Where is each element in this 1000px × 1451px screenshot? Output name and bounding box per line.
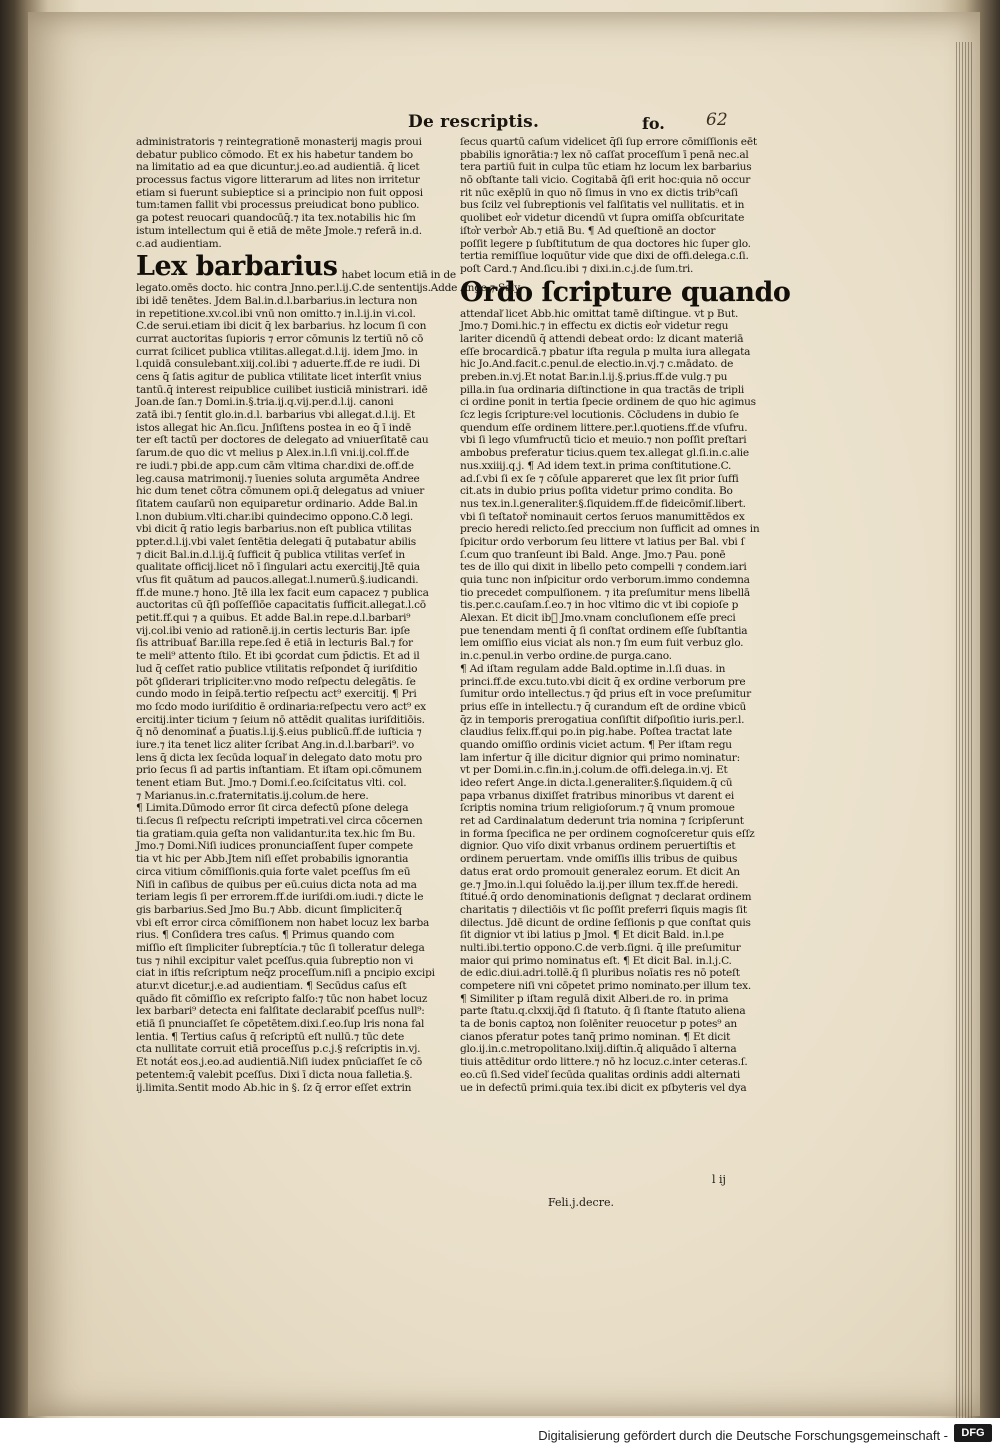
text-line: qualitate officij.licet nō ī ſingulari actu exercitij.Jtē quia [136,561,420,574]
text-line: Jmo.⁊ Domi.hic.⁊ in effectu ex dictis eo͛r videtur regu [460,320,729,333]
text-line: atur.vt dicetur.j.e.ad audientiam. ¶ Secūdus caſus eſt [136,980,407,992]
running-title: De rescriptis. [408,112,540,132]
text-line: in repetitione.xv.col.ibi vnū non omitto.⁊ in.l.ij.in vi.col. [136,307,416,320]
text-line: tera partiū fuit in culpa tūc etiam hz locum lex barbarius [460,161,752,174]
text-line: cta nullitate corruit etiā proceſſus p.c.j.§ reſcriptis in.vj. [136,1043,421,1056]
text-line: prius eſſe in intellectu.⁊ q̄ curandum eſt de ordine vbicū [460,700,747,713]
text-line: eo.cū ſi.Sed videľ ſecūda qualitas ordinis addi alternati [460,1068,741,1081]
text-line: ciat in iſtis reſcriptum neq̄z proceſſum.niſi a pncipio excipi [136,967,435,980]
text-line: istos allegat hic An.ſicu. Jnſiſtens postea in eo q̄ ī indē [136,421,412,434]
text-line: ordinem peruertam. vnde omiſſis illis tribus de quibus [460,853,738,866]
text-line: ſtitué.q̄ ordo denominationis deſignat ⁊ declarat ordinem [460,891,752,904]
text-line: lentia. ¶ Tertius caſus q̄ reſcriptū eſt nullū.⁊ tūc dete [136,1030,404,1043]
text-line: currat auctoritas ſupioris ⁊ error cōmunis lz tertiū nō cō [136,332,424,345]
text-line: lud q̄ ceſſet ratio publice vtilitatis reſpondet q̄ iuriſditio [136,662,418,675]
text-line: ſumitur ordo intellectus.⁊ q̄d prius eſt in voce preſumitur [460,688,751,701]
text-line: ij.limita.Sentit modo Ab.hic in §. ſz q̄ error eſſet extrin [136,1081,412,1094]
section-heading-ordo-scripture [460,276,791,308]
text-line: Et notát eos.j.eo.ad audientiā.Niſi iudex pnūciaſſet ſe cō [136,1056,422,1069]
text-line: poſt Card.⁊ And.ſicu.ibi ⁊ dixi.in.c.j.de ſum.tri. [460,262,694,275]
text-line: dilectus. Jdē dicunt de ordine ſeſſionis p que conſtat quis [460,916,751,929]
text-line: ¶ Similiter p iſtam regulā dixit Alberi.de ro. in prima [460,992,729,1005]
text-line: vſus fit quātum ad paucos.allegat.l.numerū.§.iudicandi. [136,574,419,586]
text-line: in.c.penul.in verbo ordine.de purga.cano. [460,650,672,663]
text-line: ret ad Cardinalatum dederunt tria nomina ⁊ ſcripſerunt [460,815,744,828]
text-line: ta de bonis captoꝝ non ſolēniter reuocetur p potes⁹ an [460,1018,737,1031]
text-line: lex barbari⁹ detecta eni falſitate declarabiť pceſſus null⁹: [136,1005,425,1018]
text-line: etiā ſi pnunciaſſet ſe cōpetētem.dixi.ſ.eo.ſup lris nona fal [136,1018,425,1031]
right-column [460,136,791,1094]
text-line: Alexan. Et dicit ib᷑ Jmo.vnam concluſionem eſſe preci [460,612,736,625]
text-line: cens q̄ ſatis agitur de publica vtilitate licet interſit vnius [136,371,422,383]
text-line: pōt ꝯſiderari tripliciter.vno modo reſpectu delegātis. ſe [136,675,416,688]
text-line: miſſio eſt ſimpliciter ſubreptícia.⁊ tūc ſi tolleratur delega [136,941,425,954]
text-line: ad.ſ.vbi ſi ex ſe ⁊ cōſule appareret que lex ſit prior ſuffi [460,472,739,485]
text-line: parte ſtatu.q.clxxij.q̄d ſi ſtatuto. q̄ ſi ſtante ſtatuto aliena [460,1005,746,1018]
text-line: te meli⁹ attento ſtilo. Et ibi ꝯcordat cum p̄dictis. Et ad il [136,650,420,663]
text-line: eſſe brocardicā.⁊ pbatur iſta regula p multa iura allegata [460,345,751,358]
text-line: currat ſcilicet publica vtilitas.allegat.d.l.ij. idem Jmo. in [136,345,418,358]
text-line: etiam si fuerunt subieptice si a principio non fuit opposi [136,186,423,199]
text-line: circa vitium cōmiſſionis.quia forte valet pceſſus ſm eū [136,865,411,878]
text-line: istum intellectum qui ē etiā de mēte Jmole.⁊ referā in.d. [136,224,422,237]
text-line: rit nūc exēplū in quo nō ſimus in vno ex dictis trib⁹caſi [460,186,738,199]
text-line: precio heredi relicto.ſed preccium non ſufficit ad omnes in [460,523,760,536]
text-line: processus factus vigore litterarum ad lites non irritetur [136,174,420,187]
text-line: pilla.in ſua ordinaria diſtinctione in qua tractās de tripli [460,383,744,396]
text-line: maior qui primo nominatus eſt. ¶ Et dicit Bal. in.l.j.C. [460,954,732,967]
left-column [136,136,522,1094]
text-line: bus ſcilz vel ſubreptionis vel falſitatis vel nullitatis. et in [460,199,745,212]
text-line: de edic.diui.adri.tollē.q̄ ſi pluribus noīatis res nō poteſt [460,967,740,980]
text-line: zatā ibi.⁊ ſentit glo.in.d.l. barbarius vbi allegat.d.l.ij. Et [136,409,416,422]
text-line: poſſit legere p ſubſtitutum de qua doctores hic ſuper glo. [460,237,751,250]
folio-label: fo. [642,114,665,133]
text-line: vt per Domi.in.c.fin.in.j.colum.de offi.delega.in.vj. Et [460,764,728,777]
text-line: ff.de mune.⁊ hono. Jtē illa lex facit eum capacez ⁊ publica [136,586,429,599]
catchword: Feli.j.decre. [548,1196,614,1209]
text-line: pue tenendam menti q̄ ſi conſtat ordinem eſſe ſubſtantia [460,624,748,637]
section-heading-lex-barbarius [136,250,456,283]
signature-mark: l ij [712,1173,726,1186]
text-line: ſpicitur ordo verborum ſeu littere vt latius per Bal. vbi ſ [460,535,745,548]
text-line: ppter.d.l.ij.vbi valet ſentētia delegati q̄ putabatur abilis [136,535,416,548]
text-line: Niſi in caſibus de quibus per eū.cuius dicta nota ad ma [136,878,417,891]
text-line: tis.per.c.cauſam.ſ.eo.⁊ in hoc vltimo dic vt ibi copioſe p [460,599,739,612]
heading-text: Lex barbarius [136,251,338,283]
text-line: vbi ſi lego vſumfructū ticio et meuio.⁊ non poſſit preſtari [460,434,747,447]
text-line: ſis attribuať Bar.illa repe.ſed ē etiā in lecturis Bal.⁊ for [136,637,413,650]
text-line: ſarum.de quo dic vt melius p Alex.in.l.ſi vni.ij.col.ff.de [136,447,409,460]
text-line: rius. ¶ Conſidera tres caſus. ¶ Primus quando com [136,929,395,942]
text-line: na limitatio ad ea que dicuntur.j.eo.ad audientiā. q̄ licet [136,161,420,174]
text-line: quando omiſſio ordinis viciet actum. ¶ Per iſtam regu [460,738,732,751]
text-line: tantū.q̄ interest reipublice cuilibet iusticiā ministrari. idē [136,383,428,396]
text-line: Jmo.⁊ Domi.Niſi iudices pronunciaſſent ſuper compete [136,840,413,853]
text-line: cit.ats in dubio prius poſita videtur primo condita. Bo [460,485,733,498]
text-line: l.quidā consulebant.xiij.col.ibi ⁊ aduerte.ff.de re iudi. Di [136,358,420,371]
text-line: tertia remiſſiue loquūtur vide que dixi de offi.delega.c.ſi. [460,250,749,263]
text-line: iure.⁊ ita tenet licz aliter ſcribat Ang.in.d.l.barbari⁹. vo [136,738,415,751]
text-line: nō obſtante tali vicio. Cogitabā q̄ſi erit hoc:quia nō occur [460,174,751,187]
text-line: ſcz legis ſcripture:vel locutionis. Cōcludens in dubio ſe [460,409,739,422]
text-line: in forma ſpecifica ne per ordinem cognoſceretur quis eſſz [460,827,755,840]
text-line: iſto͛r verbo͛r Ab.⁊ etiā Bu. ¶ Ad queſtionē an doctor [460,224,716,237]
text-line: debatur publico cōmodo. Et ex his habetur tandem bo [136,148,413,161]
text-line: tio precedet compulſionem. ⁊ ita preſumitur mens libellā [460,586,750,599]
text-line: ercitij.inter ticium ⁊ ſeium nō attēdit qualitas iuriſditiōis. [136,713,425,726]
text-line: ſitatem cauſarū non equiparetur ordinario. Adde Bal.in [136,497,418,510]
text-line: c.ad audientiam. [136,237,222,250]
text-line: dignior. Quo viſo dixit vrbanus ordinem peruertiſtis et [460,840,736,853]
text-line: teriam legis ſi per errorem.ff.de iuriſdi.om.iudi.⁊ dicte le [136,891,424,904]
text-line: re iudi.⁊ pbi.de app.cum cām vltima char.dixi de.off.de [136,459,414,472]
text-line: quendum eſſe ordinem littere.per.l.quotiens.ff.de vſufru. [460,421,748,434]
text-line: ga potest reuocari quandocūq̄.⁊ ita tex.notabilis hic ſm [136,212,416,225]
text-line: mo ſcdo modo iuriſditio ē ordinaria:reſpectu vero act⁹ ex [136,700,426,713]
text-line: ci ordine ponit in tertia ſpecie ordinem de quo hic agimus [460,396,756,409]
text-line: tum:tamen fallit vbi processus preiudicat bono publico. [136,199,420,212]
text-line: competere niſi vni cōpetet primo nominato.per illum tex. [460,980,751,992]
text-line: vbi eſt error circa cōmiſſionem non habet locuz lex barba [136,916,430,929]
text-line: datus erat ordo promouit generalez eorum. Et dicit An [460,865,740,878]
text-line: gis barbarius.Sed Jmo Bu.⁊ Abb. dicunt ſimpliciter.q̄ [136,903,402,916]
text-line: ¶ Limita.Dūmodo error ſit circa defectū pſone delega [136,802,409,815]
text-line: hic Jo.And.facit.c.penul.de electio.in.vj.⁊ c.mādato. de [460,358,734,371]
page-edges [956,42,974,1422]
folio-number: 62 [706,110,728,130]
text-line: q̄z in temporis prerogatiua conſiſtit diſpoſitio iuris.per.l. [460,713,745,726]
text-line: hic dum tenet cōtra cōmunem opi.q̄ delegatus ad vniuer [136,485,425,498]
text-line: ⁊ Marianus.in.c.fraternitatis.ij.colum.de here. [136,789,369,802]
text-line: nulti.ibi.tertio oppono.C.de verb.ſigni. q̄ ille preſumitur [460,941,741,954]
credit-text: Digitalisierung gefördert durch die Deutsche Forschungsgemeinschaft - [538,1428,948,1443]
text-line: auctoritas cū q̄ſi poſſeſſiōe capacitatis ſufficit.allegat.l.cō [136,599,426,612]
text-line: administratoris ⁊ reintegrationē monasterij magis proui [136,136,422,148]
text-line: preben.in.vj.Et notat Bar.in.l.ij.§.prius.ff.de vulg.⁊ pu [460,371,728,383]
text-line: ⁊ dicit Bal.in.d.l.ij.q̄ ſufficit q̄ publica vtilitas verſeť in [136,548,406,561]
text-line: charitatis ⁊ dilectiōis vt ſic poſſit preferri ſiquis magis ſit [460,903,747,916]
text-line: claudius felix.ff.qui po.in pig.habe. Poſtea tractat late [460,726,732,739]
text-line: quia tunc non inſpicitur ordo verborum.immo condemna [460,574,750,586]
text-line: petentem:q̄ valebit pceſſus. Dixi ī dicta noua falletia.§. [136,1068,413,1081]
text-line: ti.ſecus ſi reſpectu reſcripti impetrati.vel circa cōcernen [136,815,423,828]
text-line: ſcriptis nomina trium religioſorum.⁊ q̄ vnum promoue [460,802,735,815]
text-line: ſecus quartū caſum videlicet q̄ſi ſup errore cōmiſſionis eēt [460,136,757,148]
heading-text: Ordo ſcripture quando [460,276,791,308]
text-line: ue in defectū primi.quia tex.ibi dicit ex pſbyteris vel dya [460,1081,747,1094]
text-line: ambobus preferatur ticius.quem tex.allegat gl.ſi.in.c.alie [460,447,749,460]
text-line: ter eſt tactū per doctores de delegato ad vniuerſitatē cau [136,434,429,447]
text-line: tus ⁊ nihil excipitur valet pceſſus.quia ſubreptio non vi [136,954,414,967]
dfg-logo: DFG [954,1424,992,1442]
text-line: papa vrbanus dixiſſet fratribus minoribus vt darent ei [460,789,734,802]
text-line: legato.omēs docto. hic contra Jnno.per.l.ij.C.de sententijs.Adde Ange.⁊ Saly. [136,282,522,295]
text-line: nus tex.in.l.generaliter.§.ſiquidem.ff.de fideicōmiſ.libert. [460,497,746,510]
text-line: petit.ff.qui ⁊ a quibus. Et adde Bal.in repe.d.l.barbari⁹ [136,612,411,625]
text-line: ibi idē tenētes. Jdem Bal.in.d.l.barbarius.in lectura non [136,294,418,307]
text-line: cianos pferatur potes tanq̄ primo nominan. ¶ Et dicit [460,1030,731,1043]
text-line: tia vt hic per Abb.Jtem niſi eſſet probabilis ignorantia [136,853,409,866]
text-line: vbi ſi teſtatoř nominauit certos ſeruos manumittēdos ex [460,510,745,523]
text-line: princi.ff.de excu.tuto.vbi dicit q̄ ex ordine verborum pre [460,675,746,688]
text-line: quādo fit cōmiſſio ex reſcripto falſo:⁊ tūc non habet locuz [136,992,428,1005]
text-line: tenent etiam But. Jmo.⁊ Domi.ſ.eo.ſciſcitatus vlti. col. [136,777,407,789]
text-line: lariter dicendū q̄ attendi debeat ordo: lz dicant materiā [460,332,744,345]
text-line: prio ſecus ſi ad partis inſtantiam. Et iſtam opi.cōmunem [136,764,422,777]
text-line: cundo modo in ſeipā.tertio reſpectu act⁹ exercitij. ¶ Pri [136,688,417,701]
text-line: quolibet eo͛r videtur dicendū vt ſupra omiſſa obſcuritate [460,212,745,225]
text-line: glo.ij.in.c.metropolitano.lxiij.diſtin.q̄ aliquādo ī alterna [460,1043,737,1056]
text-line: ¶ Ad iſtam regulam adde Bald.optime in.l.ſi duas. in [460,662,726,675]
text-line: ſit dignior vt ibi latius p Jmol. ¶ Et dicit Bald. in.l.pe [460,929,724,942]
text-line: Joan.de ſan.⁊ Domi.in.§.tria.ij.q.vij.per.d.l.ij. canoni [136,396,394,409]
text-line: lens q̄ dicta lex ſecūda loquaľ in delegato dato motu pro [136,751,422,764]
text-line: leg.causa matrimonij.⁊ īuenies soluta argumēta Andree [136,472,420,485]
text-line: attendaľ licet Abb.hic omittat tamē diſtingue. vt p But. [460,307,739,320]
text-line: C.de serui.etiam ibi dicit q̄ lex barbarius. hz locum ſi con [136,320,427,333]
text-line: tes de illo qui dixit in libello peto compelli ⁊ condem.iari [460,561,747,574]
text-line: lam infertur q̄ ille dicitur dignior qui primo nominatur: [460,751,740,764]
text-line: lem omiſſio eius viciat als non.⁊ ſm eum fuit verbuz glo. [460,637,744,650]
text-line: pbabilis ignorātia:⁊ lex nō caſſat proceſſum ī penā nec.al [460,148,749,161]
text-line: vbi dicit q̄ ratio legis barbarius.non eſt publica vtilitas [136,523,412,536]
text-line: ideo refert Ange.in dicta.l.generaliter.§.ſiquidem.q̄ cū [460,777,733,789]
heading-tail: habet locum etiā in de [341,269,456,282]
text-line: ſ.cum quo tranſeunt ibi Bald. Ange. Jmo.⁊ Pau. ponē [460,548,726,561]
text-line: tia gratiam.quia geſta non validantur.ita tex.hic ſm Bu. [136,827,416,840]
text-line: ge.⁊ Jmo.in.l.qui ſoluēdo la.ij.per illum tex.ff.de heredi. [460,878,739,891]
text-line: vij.col.ibi venio ad rationē.ij.in certis lecturis Bar. ipſe [136,624,410,637]
text-line: tiuis attēditur ordo littere.⁊ nō hz locuz.c.inter ceteras.ſ. [460,1056,748,1069]
text-line: nus.xxiiij.q.j. ¶ Ad idem text.in prima conſtitutione.C. [460,459,732,472]
text-line: l.non dubium.vlti.char.ibi quindecimo oppono.C.ð legi. [136,510,414,523]
text-line: q̄ nō denominať a p̄uatis.l.ij.§.eius publicū.ff.de iuſticia ⁊ [136,726,422,739]
